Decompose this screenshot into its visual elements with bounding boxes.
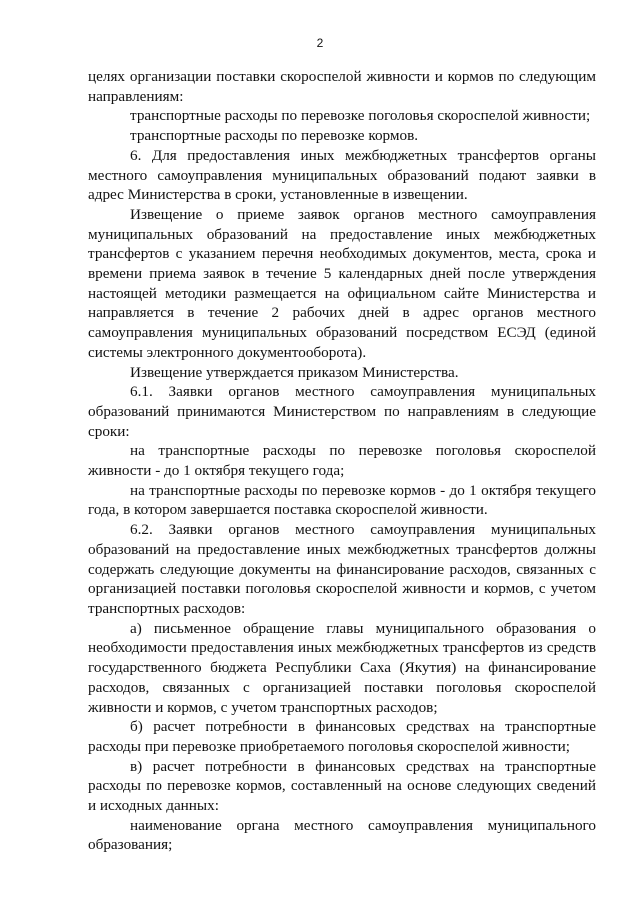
paragraph-direction-livestock: транспортные расходы по перевозке поголовья скороспелой живности; bbox=[130, 107, 591, 125]
paragraph-notice: Извещение о приеме заявок органов местного самоуправления муниципальных образований на предоставление иных межбюджетных трансфертов с указанием перечня необходимых документов, места, срока и времени приема заявок в течение 5 календарных дней после утверждения настоящей методики размещается на официальном сайте Министерства и направляется в течение 2 рабочих дней в адрес органов местного самоуправления муниципальных образований посредством ЕСЭД (единой системы электронного документооборота). bbox=[88, 205, 596, 361]
page-number: 2 bbox=[316, 36, 324, 50]
paragraph-deadline-livestock: на транспортные расходы по перевозке поголовья скороспелой живности - до 1 октября текущего года; bbox=[88, 442, 596, 480]
document-body bbox=[88, 67, 596, 855]
paragraph-item-v: в) расчет потребности в финансовых средствах на транспортные расходы по перевозке кормов, составленный на основе следующих сведений и исходных данных: bbox=[88, 757, 596, 815]
paragraph-continuation: целях организации поставки скороспелой живности и кормов по следующим направлениям: bbox=[88, 68, 596, 105]
paragraph-item-name: наименование органа местного самоуправления муниципального образования; bbox=[88, 816, 596, 854]
paragraph-item-b: б) расчет потребности в финансовых средствах на транспортные расходы при перевозке приобретаемого поголовья скороспелой живности; bbox=[88, 718, 596, 755]
paragraph-notice-approval: Извещение утверждается приказом Министерства. bbox=[130, 363, 459, 381]
paragraph-deadline-feed: на транспортные расходы по перевозке кормов - до 1 октября текущего года, в котором завершается поставка скороспелой живности. bbox=[88, 481, 596, 519]
paragraph-clause-6: 6. Для предоставления иных межбюджетных трансфертов органы местного самоуправления муниципальных образований подают заявки в адрес Министерства в сроки, установленные в извещении. bbox=[88, 146, 596, 204]
paragraph-direction-feed: транспортные расходы по перевозке кормов. bbox=[130, 127, 419, 145]
paragraph-item-a: а) письменное обращение главы муниципального образования о необходимости предоставления иных межбюджетных трансфертов из средств государственного бюджета Республики Саха (Якутия) на финансирование расходов, связанных с организацией поставки поголовья скороспелой живности и кормов, с учетом транспортных расходов; bbox=[88, 619, 596, 716]
paragraph-clause-6-2: 6.2. Заявки органов местного самоуправления муниципальных образований на предоставление иных межбюджетных трансфертов должны содержать следующие документы на финансирование расходов, связанных с организацией поставки поголовья скороспелой живности и кормов, с учетом транспортных расходов: bbox=[88, 521, 596, 617]
paragraph-clause-6-1: 6.1. Заявки органов местного самоуправления муниципальных образований принимаются Министерством по направлениям в следующие сроки: bbox=[88, 383, 596, 440]
